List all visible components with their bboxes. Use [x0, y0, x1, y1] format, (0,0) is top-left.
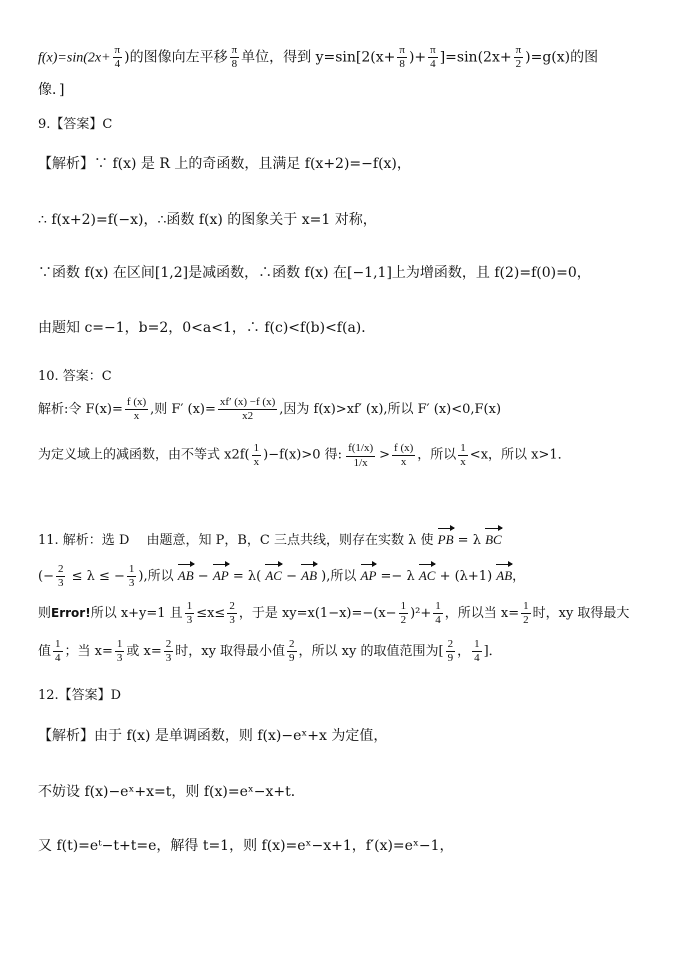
q11d-a: 值 — [38, 644, 52, 659]
q11d-f: ， — [457, 644, 471, 659]
q12-analysis-1 — [38, 726, 387, 746]
fraction: $\frac{2}{9}$ — [289, 638, 295, 664]
q9-analysis-3: ∵函数 f(x) 在区间[1,2]是减函数，∴函数 f(x) 在[−1,1]上为增函数，且 f(2)=f(0)=0， — [38, 265, 591, 281]
q11-line-1 — [38, 530, 502, 551]
analysis-label: 【解析】 — [38, 728, 94, 744]
q9-analysis-1 — [38, 154, 411, 174]
q9-answer: 9.【答案】C — [38, 117, 113, 132]
fraction: $\frac{f (x)}{x}$ — [126, 396, 147, 422]
fraction: $\frac{f (x)}{x}$ — [394, 441, 414, 468]
q10b-a: 为定义域上的减函数，由不等式 x2f( — [38, 447, 250, 463]
q11-line-2 — [38, 563, 525, 590]
vector-AC: AC — [419, 566, 436, 586]
q11c-a: 则 — [38, 606, 52, 621]
fraction: $\frac{2}{3}$ — [165, 638, 172, 664]
q11c-g: 时，xy 取得最大 — [532, 606, 630, 621]
q11c-b: 所以 x+y=1 且 — [90, 606, 183, 621]
q10b-c: > — [379, 447, 391, 463]
q10-answer: 10. 答案：C — [38, 369, 112, 384]
q11a-b: = λ — [453, 533, 486, 548]
q11c-d: ，于是 xy=x(1−x)=−(x− — [238, 606, 397, 621]
q12-analysis-2: 不妨设 f(x)−eˣ+x=t，则 f(x)=eˣ−x+t． — [38, 784, 305, 800]
vector-BC: BC — [485, 530, 502, 550]
vector-AC: AC — [265, 566, 282, 586]
fraction: $\frac{1}{4}$ — [435, 600, 441, 626]
fraction: $\frac{\pi}{4}$ — [430, 44, 436, 70]
q11b-g: ),所以 — [317, 569, 361, 584]
q11b-e: = λ( — [228, 569, 266, 584]
fraction: $\frac{1}{2}$ — [400, 600, 407, 626]
vector-AB: AB — [301, 566, 317, 586]
q12-analysis-3: 又 f(t)=eᵗ−t+t=e，解得 t=1，则 f(x)=eˣ−x+1，f′(x)=eˣ−1， — [38, 838, 454, 854]
fraction: $\frac{2}{3}$ — [229, 600, 235, 626]
error-marker: Error! — [51, 606, 91, 620]
l1-b: )的图像向左平移 — [124, 49, 228, 66]
fraction: $\frac{1}{x}$ — [253, 441, 260, 468]
q10-analysis-1 — [38, 396, 501, 423]
q11-line-3 — [38, 600, 629, 627]
fraction: $\frac{1}{3}$ — [186, 600, 193, 626]
fraction: $\frac{1}{3}$ — [116, 638, 123, 664]
text-line-1 — [38, 44, 598, 71]
q9-analysis-4: 由题知 c=−1，b=2，0<a<1，∴ f(c)<f(b)<f(a)． — [38, 320, 376, 336]
q11d-d: 时，xy 取得最小值 — [175, 644, 286, 659]
q11b-b: ≤ λ ≤ − — [67, 569, 125, 584]
q9-analysis-2: ∴ f(x+2)=f(−x)，∴函数 f(x) 的图象关于 x=1 对称， — [38, 212, 377, 228]
fraction: $\frac{2}{3}$ — [57, 563, 64, 589]
vector-AP: AP — [361, 566, 377, 586]
q10a-a: 解析:令 F(x)= — [38, 402, 123, 417]
q11a-a: 11. 解析：选 D 由题意，知 P，B，C 三点共线，则存在实数 λ 使 — [38, 533, 438, 548]
q12-answer: 12.【答案】D — [38, 688, 122, 703]
l1-d: )+ — [408, 49, 427, 66]
l1-e: ]=sin(2x+ — [439, 49, 512, 66]
fraction: $\frac{1}{4}$ — [474, 638, 480, 664]
fraction: $\frac{\pi}{8}$ — [231, 44, 238, 70]
q11d-c: 或 x= — [126, 644, 162, 659]
fraction: $\frac{\pi}{8}$ — [399, 44, 405, 70]
fraction: $\frac{xf' (x) -f (x)}{x2}$ — [219, 396, 276, 422]
q11d-b: ；当 x= — [64, 644, 113, 659]
q11b-d: − — [193, 569, 213, 584]
q10b-e: <x，所以 x>1． — [469, 447, 571, 463]
fraction: $\frac{1}{x}$ — [460, 441, 466, 468]
text-line-2: 像．] — [38, 82, 65, 98]
fraction: $\frac{2}{9}$ — [447, 638, 454, 664]
vector-AP: AP — [213, 566, 229, 586]
q11c-c: ≤x≤ — [196, 606, 226, 621]
q11d-g: ]． — [483, 644, 502, 659]
analysis-label: 【解析】 — [38, 156, 94, 172]
q11b-f: − — [281, 569, 302, 584]
fraction: $\frac{\pi}{4}$ — [114, 44, 121, 70]
q10-analysis-2 — [38, 440, 571, 470]
q11b-a: (− — [38, 569, 54, 584]
q11c-f: ，所以当 x= — [444, 606, 520, 621]
q12a-text: 由于 f(x) 是单调函数，则 f(x)−eˣ+x 为定值， — [94, 728, 388, 744]
vector-PB: PB — [438, 530, 454, 550]
q11d-e: ，所以 xy 的取值范围为[ — [298, 644, 444, 659]
q11b-i: + (λ+1) — [435, 569, 497, 584]
fraction: $\frac{1}{2}$ — [523, 600, 529, 626]
compound-fraction: $\frac{f(1/x)}{1/x}$ — [348, 442, 374, 469]
vector-AB: AB — [178, 566, 194, 586]
q11-line-4 — [38, 638, 502, 665]
fraction: $\frac{1}{4}$ — [55, 638, 61, 664]
q10a-b: ,则 F′ (x)= — [150, 402, 216, 417]
q9a-text: ∵ f(x) 是 R 上的奇函数，且满足 f(x+2)=−f(x)， — [94, 156, 411, 172]
q10a-c: ,因为 f(x)>xf′ (x),所以 F′ (x)<0,F(x) — [279, 402, 502, 417]
vector-AB: AB — [496, 566, 512, 586]
fraction: $\frac{1}{3}$ — [128, 563, 135, 589]
q10b-d: ，所以 — [417, 447, 457, 463]
q11b-j: ， — [512, 569, 526, 584]
q10b-b: )−f(x)>0 得: — [263, 447, 343, 463]
l1-c: 单位，得到 y=sin[2(x+ — [241, 49, 396, 66]
q11b-h: =− λ — [376, 569, 419, 584]
l1-a: f(x)=sin(2x+ — [38, 50, 111, 66]
fraction: $\frac{\pi}{2}$ — [515, 44, 522, 70]
q11c-e: )²+ — [410, 606, 432, 621]
q11b-c: ),所以 — [138, 569, 178, 584]
l1-f: )=g(x)的图 — [525, 49, 599, 66]
